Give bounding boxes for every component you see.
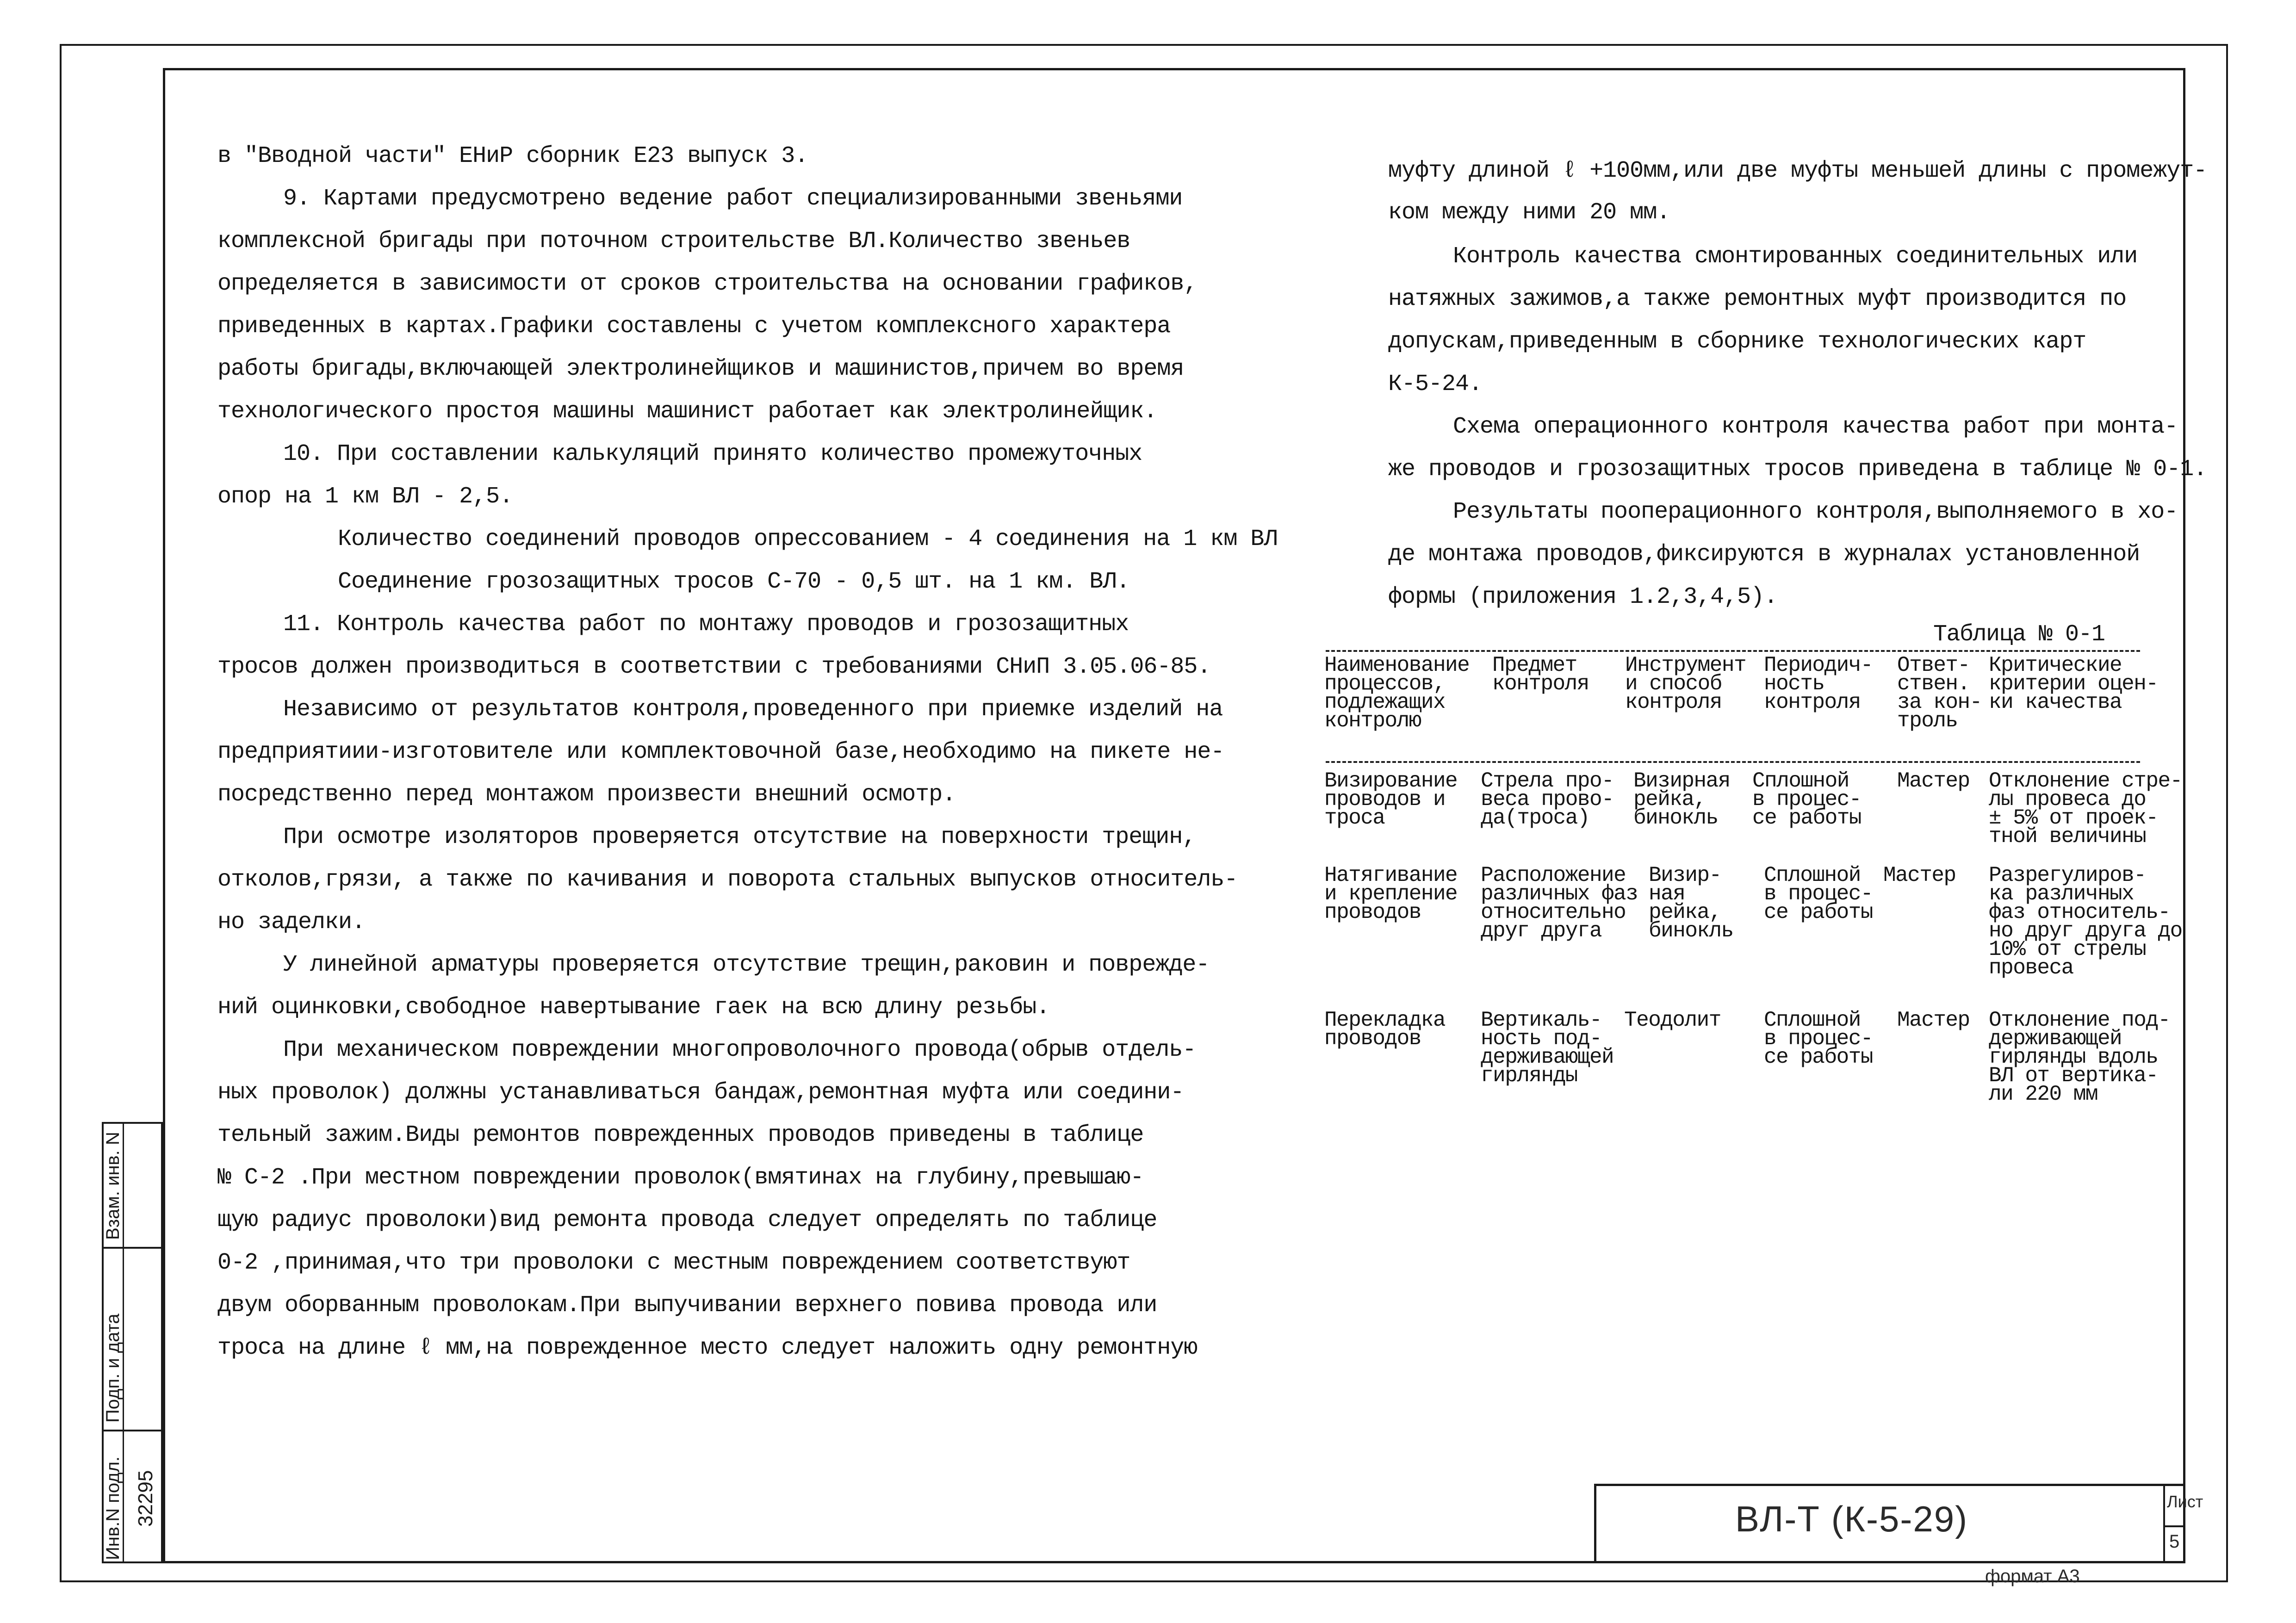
text-line: формы (приложения 1.2,3,4,5). [1388, 584, 1778, 610]
text-line: Количество соединений проводов опрессованием - 4 соединения на 1 км ВЛ [338, 526, 1278, 552]
text-line: Соединение грозозащитных тросов С-70 - 0,5 шт. на 1 км. ВЛ. [338, 569, 1130, 595]
text-line: троса на длине ℓ мм,на поврежденное место следует наложить одну ремонтную [217, 1335, 1198, 1361]
text-line: в "Вводной части" ЕНиР сборник Е23 выпуск 3. [217, 143, 808, 169]
text-line: но заделки. [217, 909, 366, 935]
format-label: формат А3 [1985, 1566, 2080, 1586]
text-line: двум оборванным проволокам.При выпучивании верхнего повива провода или [217, 1292, 1157, 1319]
table-cell: Отклонение под- держивающей гирлянды вдоль ВЛ от вертика- ли 220 мм [1989, 1008, 2170, 1106]
table-cell: Мастер [1883, 863, 1956, 887]
text-line: Результаты пооперационного контроля,выполняемого в хо- [1453, 499, 2178, 525]
text-line: определяется в зависимости от сроков строительства на основании графиков, [217, 271, 1198, 297]
text-line: Схема операционного контроля качества работ при монта- [1453, 414, 2178, 440]
table-header-cell: Ответ- ствен. за кон- троль [1897, 653, 1982, 733]
text-line: комплексной бригады при поточном строительстве ВЛ.Количество звеньев [217, 228, 1130, 254]
table-header-cell: Инструмент и способ контроля [1625, 653, 1746, 714]
text-line: ком между ними 20 мм. [1388, 199, 1670, 226]
table-cell: Мастер [1897, 1008, 1970, 1032]
sheet-number: 5 [2169, 1531, 2180, 1552]
text-line: отколов,грязи, а также по качивания и поворота стальных выпусков относитель- [217, 867, 1238, 893]
text-line: 9. Картами предусмотрено ведение работ специализированными звеньями [283, 186, 1183, 212]
table-cell: Натягивание и крепление проводов [1324, 863, 1458, 924]
table-header-cell: Наименование процессов, подлежащих контролю [1324, 653, 1470, 733]
table-cell: Разрегулиров- ка различных фаз относитель- но друг друга до 10% от стрелы провеса [1989, 863, 2182, 980]
text-line: Независимо от результатов контроля,проведенного при приемке изделий на [283, 696, 1223, 723]
text-line: технологического простоя машины машинист работает как электролинейщик. [217, 398, 1157, 425]
table-caption: Таблица № 0-1 [1933, 621, 2105, 648]
table-cell: Расположение различных фаз относительно друг друга [1481, 863, 1638, 943]
text-line: У линейной арматуры проверяется отсутствие трещин,раковин и поврежде- [283, 952, 1210, 978]
document-code: ВЛ-Т (К-5-29) [1735, 1499, 1968, 1539]
table-header-cell: Критические критерии оцен- ки качества [1989, 653, 2158, 714]
table-top-rule [1326, 650, 2140, 652]
sheet-label: Лист [2167, 1492, 2203, 1511]
side-divider [102, 1247, 163, 1249]
text-line: посредственно перед монтажом произвести внешний осмотр. [217, 781, 956, 808]
text-line: К-5-24. [1388, 371, 1483, 397]
text-line: тельный зажим.Виды ремонтов поврежденных проводов приведены в таблице [217, 1122, 1144, 1148]
table-cell: Сплошной в процес- се работы [1764, 863, 1873, 924]
text-line: ний оцинковки,свободное навертывание гаек на всю длину резьбы. [217, 994, 1050, 1021]
text-line: работы бригады,включающей электролинейщиков и машинистов,причем во время [217, 356, 1184, 382]
text-line: щую радиус проволоки)вид ремонта провода следует определять по таблице [217, 1207, 1157, 1233]
text-line: Контроль качества смонтированных соединительных или [1453, 243, 2138, 270]
side-divider [102, 1430, 163, 1431]
text-line: ных проволок) должны устанавливаться бандаж,ремонтная муфта или соедини- [217, 1079, 1184, 1106]
text-line: натяжных зажимов,а также ремонтных муфт производится по [1388, 286, 2127, 312]
table-cell: Визирование проводов и троса [1324, 769, 1458, 830]
replace-inv-label: Взам. инв. N [103, 1132, 123, 1240]
text-line: допускам,приведенным в сборнике технологических карт [1388, 328, 2086, 355]
text-line: 0-2 ,принимая,что три проволоки с местным повреждением соответствуют [217, 1250, 1130, 1276]
table-cell: Отклонение стре- лы провеса до ± 5% от проек- тной величины [1989, 769, 2182, 849]
text-line: При механическом повреждении многопроволочного провода(обрыв отдель- [283, 1037, 1196, 1063]
table-cell: Вертикаль- ность под- держивающей гирлянды [1481, 1008, 1614, 1088]
inv-number: 32295 [134, 1470, 157, 1527]
inv-label: Инв.N подл. [103, 1456, 123, 1560]
text-line: предприятиии-изготовителе или комплектовочной базе,необходимо на пикете не- [217, 739, 1224, 765]
table-cell: Мастер [1897, 769, 1970, 793]
sign-date-label: Подп. и дата [103, 1313, 123, 1423]
text-line: муфту длиной ℓ +100мм,или две муфты меньшей длины с промежут- [1388, 158, 2207, 184]
text-line: При осмотре изоляторов проверяется отсутствие на поверхности трещин, [283, 824, 1196, 850]
table-header-rule [1326, 761, 2140, 763]
text-line: 11. Контроль качества работ по монтажу проводов и грозозащитных [283, 611, 1129, 638]
table-cell: Сплошной в процес- се работы [1752, 769, 1861, 830]
text-line: приведенных в картах.Графики составлены с учетом комплексного характера [217, 313, 1171, 340]
text-line: № С-2 .При местном повреждении проволок(вмятинах на глубину,превышаю- [217, 1165, 1144, 1191]
sheet-separator [2163, 1484, 2165, 1563]
table-cell: Визир- ная рейка, бинокль [1649, 863, 1733, 943]
text-line: 10. При составлении калькуляций принято количество промежуточных [283, 441, 1142, 467]
sheet-divider [2163, 1525, 2185, 1527]
table-cell: Стрела про- веса прово- да(троса) [1481, 769, 1614, 830]
text-line: де монтажа проводов,фиксируются в журналах установленной [1388, 541, 2140, 568]
table-cell: Теодолит [1624, 1008, 1721, 1032]
text-line: же проводов и грозозащитных тросов приведена в таблице № 0-1. [1388, 456, 2207, 483]
table-header-cell: Периодич- ность контроля [1764, 653, 1873, 714]
text-line: тросов должен производиться в соответствии с требованиями СНиП 3.05.06-85. [217, 654, 1211, 680]
table-cell: Перекладка проводов [1324, 1008, 1446, 1051]
text-line: опор на 1 км ВЛ - 2,5. [217, 483, 513, 510]
table-cell: Визирная рейка, бинокль [1633, 769, 1730, 830]
table-header-cell: Предмет контроля [1492, 653, 1589, 696]
table-cell: Сплошной в процес- се работы [1764, 1008, 1873, 1069]
